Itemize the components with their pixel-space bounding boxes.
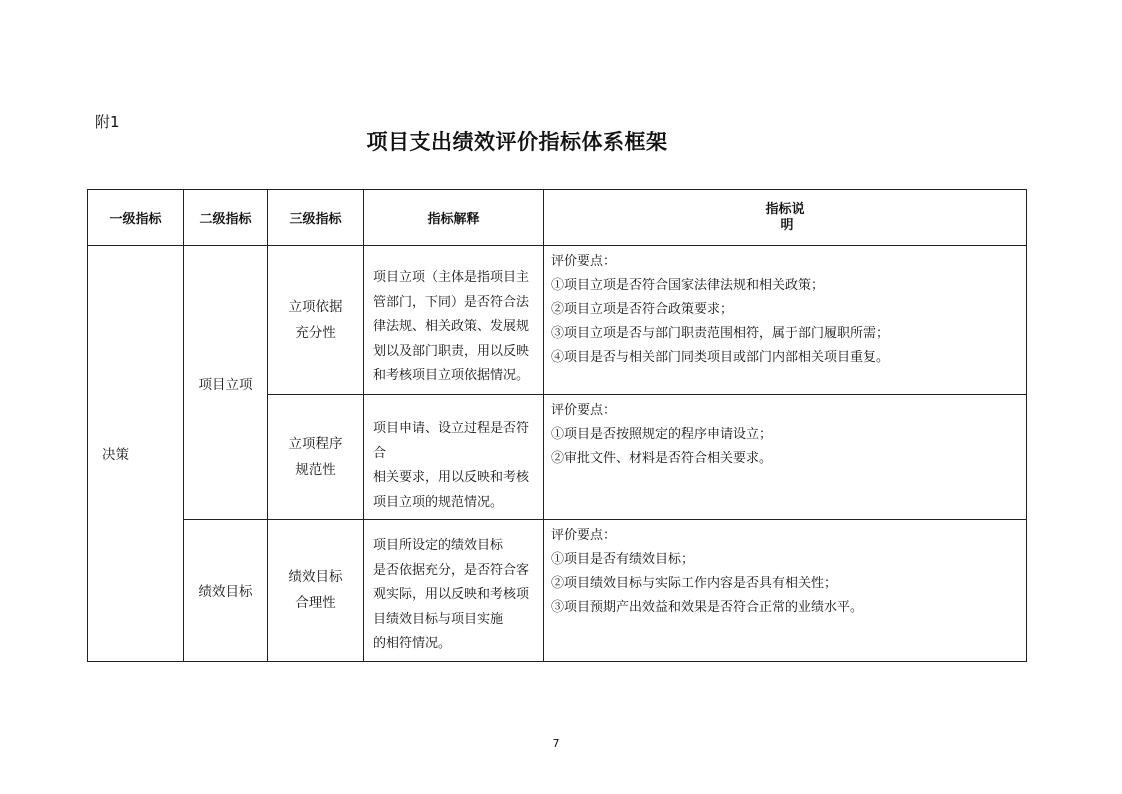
- level3-line: 绩效目标: [288, 569, 343, 586]
- explanation-line: 管部门，下同）是否符合法: [373, 294, 530, 310]
- annex-label: 附1: [95, 113, 120, 131]
- notes-cell: [544, 246, 1027, 395]
- level3-cell: [268, 520, 364, 662]
- explanation-line: 的相符情况。: [373, 636, 452, 651]
- level2-cell: 项目立项: [184, 246, 268, 520]
- explanation-line: 划以及部门职责，用以反映: [373, 343, 530, 359]
- explanation-line: 目绩效目标与项目实施: [373, 611, 504, 627]
- note-line: ②审批文件、材料是否符合相关要求。: [551, 451, 773, 466]
- table-row: [88, 520, 1027, 662]
- level3-line: 立项程序: [288, 436, 343, 452]
- note-line: ③项目预期产出效益和效果是否符合正常的业绩水平。: [551, 600, 864, 615]
- level3-line: 立项依据: [288, 299, 343, 315]
- level2-cell: 绩效目标: [184, 520, 268, 662]
- level1-cell: 决策: [88, 246, 184, 662]
- header-level3: 三级指标: [268, 190, 364, 246]
- note-line: ④项目是否与相关部门同类项目或部门内部相关项目重复。: [551, 350, 890, 365]
- explanation-line: 项目所设定的绩效目标: [373, 538, 504, 553]
- explanation-line: 项目立项的规范情况。: [373, 494, 504, 510]
- level3-line: 充分性: [295, 325, 336, 341]
- document-title: 项目支出绩效评价指标体系框架: [366, 130, 668, 154]
- note-line: ①项目立项是否符合国家法律法规和相关政策；: [551, 278, 825, 293]
- level3-cell: [268, 395, 364, 520]
- explanation-line: 和考核项目立项依据情况。: [373, 368, 530, 383]
- note-line: 评价要点：: [551, 254, 617, 269]
- header-level2: 二级指标: [184, 190, 268, 246]
- explanation-line: 观实际，用以反映和考核项: [373, 587, 530, 602]
- explanation-line: 相关要求，用以反映和考核: [373, 470, 530, 485]
- note-line: 评价要点：: [551, 403, 617, 418]
- header-notes-line2: 明: [780, 217, 794, 233]
- explanation-cell: [364, 520, 544, 662]
- note-line: ②项目绩效目标与实际工作内容是否具有相关性；: [551, 576, 838, 591]
- level3-cell: [268, 246, 364, 395]
- table-row: [88, 246, 1027, 395]
- header-notes: [544, 190, 1027, 246]
- explanation-cell: [364, 395, 544, 520]
- level3-line: 合理性: [295, 595, 336, 612]
- note-line: 评价要点：: [551, 528, 617, 543]
- explanation-line: 项目申请、设立过程是否符合: [373, 421, 530, 461]
- page-number: 7: [552, 737, 560, 750]
- note-line: ③项目立项是否与部门职责范围相符，属于部门履职所需；: [551, 326, 890, 341]
- note-line: ①项目是否按照规定的程序申请设立；: [551, 427, 773, 442]
- header-row: [88, 190, 1027, 246]
- header-level1: 一级指标: [88, 190, 184, 246]
- header-explanation: 指标解释: [364, 190, 544, 246]
- notes-cell: [544, 520, 1027, 662]
- explanation-cell: [364, 246, 544, 395]
- level3-line: 规范性: [295, 462, 336, 478]
- notes-cell: [544, 395, 1027, 520]
- indicator-framework-table: [87, 189, 1027, 662]
- note-line: ①项目是否有绩效目标；: [551, 552, 695, 567]
- explanation-line: 是否依据充分，是否符合客: [373, 562, 530, 578]
- explanation-line: 项目立项（主体是指项目主: [373, 270, 530, 285]
- header-notes-line1: 指标说: [765, 201, 805, 217]
- explanation-line: 律法规、相关政策、发展规: [373, 319, 530, 334]
- note-line: ②项目立项是否符合政策要求；: [551, 302, 734, 317]
